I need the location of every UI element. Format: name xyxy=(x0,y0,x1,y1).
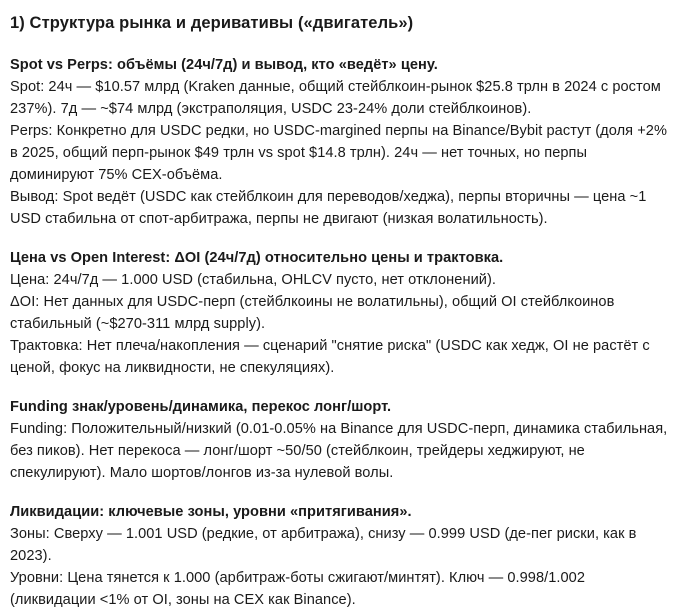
section-heading: Funding знак/уровень/динамика, перекос лонг/шорт. xyxy=(10,399,392,415)
section-body-line: Зоны: Сверху — 1.001 USD (редкие, от арбитража), снизу — 0.999 USD (де-пег риски, как в 2023). xyxy=(10,526,637,564)
section-body-line: Funding: Положительный/низкий (0.01-0.05% на Binance для USDC-перп, динамика стабильная, без пиков). Нет перекоса — лонг/шорт ~50/50 (стейблкоин, трейдеры хеджируют, не спекулируют). Мало шортов/лонгов из-за нулевой волы. xyxy=(10,421,668,481)
section-heading: Ликвидации: ключевые зоны, уровни «притягивания». xyxy=(10,504,412,520)
page-title: 1) Структура рынка и деривативы («двигатель») xyxy=(10,14,414,32)
section-body-line: Цена: 24ч/7д — 1.000 USD (стабильна, OHLCV пусто, нет отклонений). xyxy=(10,272,496,288)
section-price-vs-open-interest xyxy=(10,247,668,379)
section-body-line: Уровни: Цена тянется к 1.000 (арбитраж-боты сжигают/минтят). Ключ — 0.998/1.002 (ликвидации <1% от OI, зоны на CEX как Binance). xyxy=(10,570,585,608)
section-liquidations xyxy=(10,501,668,611)
section-funding xyxy=(10,396,668,484)
section-heading: Spot vs Perps: объёмы (24ч/7д) и вывод, кто «ведёт» цену. xyxy=(10,57,438,73)
section-spot-vs-perps xyxy=(10,54,668,230)
section-body-line: ΔOI: Нет данных для USDC-перп (стейблкоины не волатильны), общий OI стейблкоинов стабильный (~$270-311 млрд supply). xyxy=(10,294,615,332)
section-body-line: Трактовка: Нет плеча/накопления — сценарий "снятие риска" (USDC как хедж, OI не растёт с ценой, фокус на ликвидности, не спекуляциях). xyxy=(10,338,650,376)
section-body-line: Вывод: Spot ведёт (USDC как стейблкоин для переводов/хеджа), перпы вторичны — цена ~1 USD стабильна от спот-арбитража, перпы не двигают (низкая волатильность). xyxy=(10,189,647,227)
section-heading: Цена vs Open Interest: ΔOI (24ч/7д) относительно цены и трактовка. xyxy=(10,250,504,266)
section-body-line: Perps: Конкретно для USDC редки, но USDC-margined перпы на Binance/Bybit растут (доля +2% в 2025, общий перп-рынок $49 трлн vs spot $14.8 трлн). 24ч — нет точных, но перпы доминируют 75% CEX-объёма. xyxy=(10,123,667,183)
section-body-line: Spot: 24ч — $10.57 млрд (Kraken данные, общий стейблкоин-рынок $25.8 трлн в 2024 с ростом 237%). 7д — ~$74 млрд (экстраполяция, USDC 23-24% доли стейблкоинов). xyxy=(10,79,661,117)
